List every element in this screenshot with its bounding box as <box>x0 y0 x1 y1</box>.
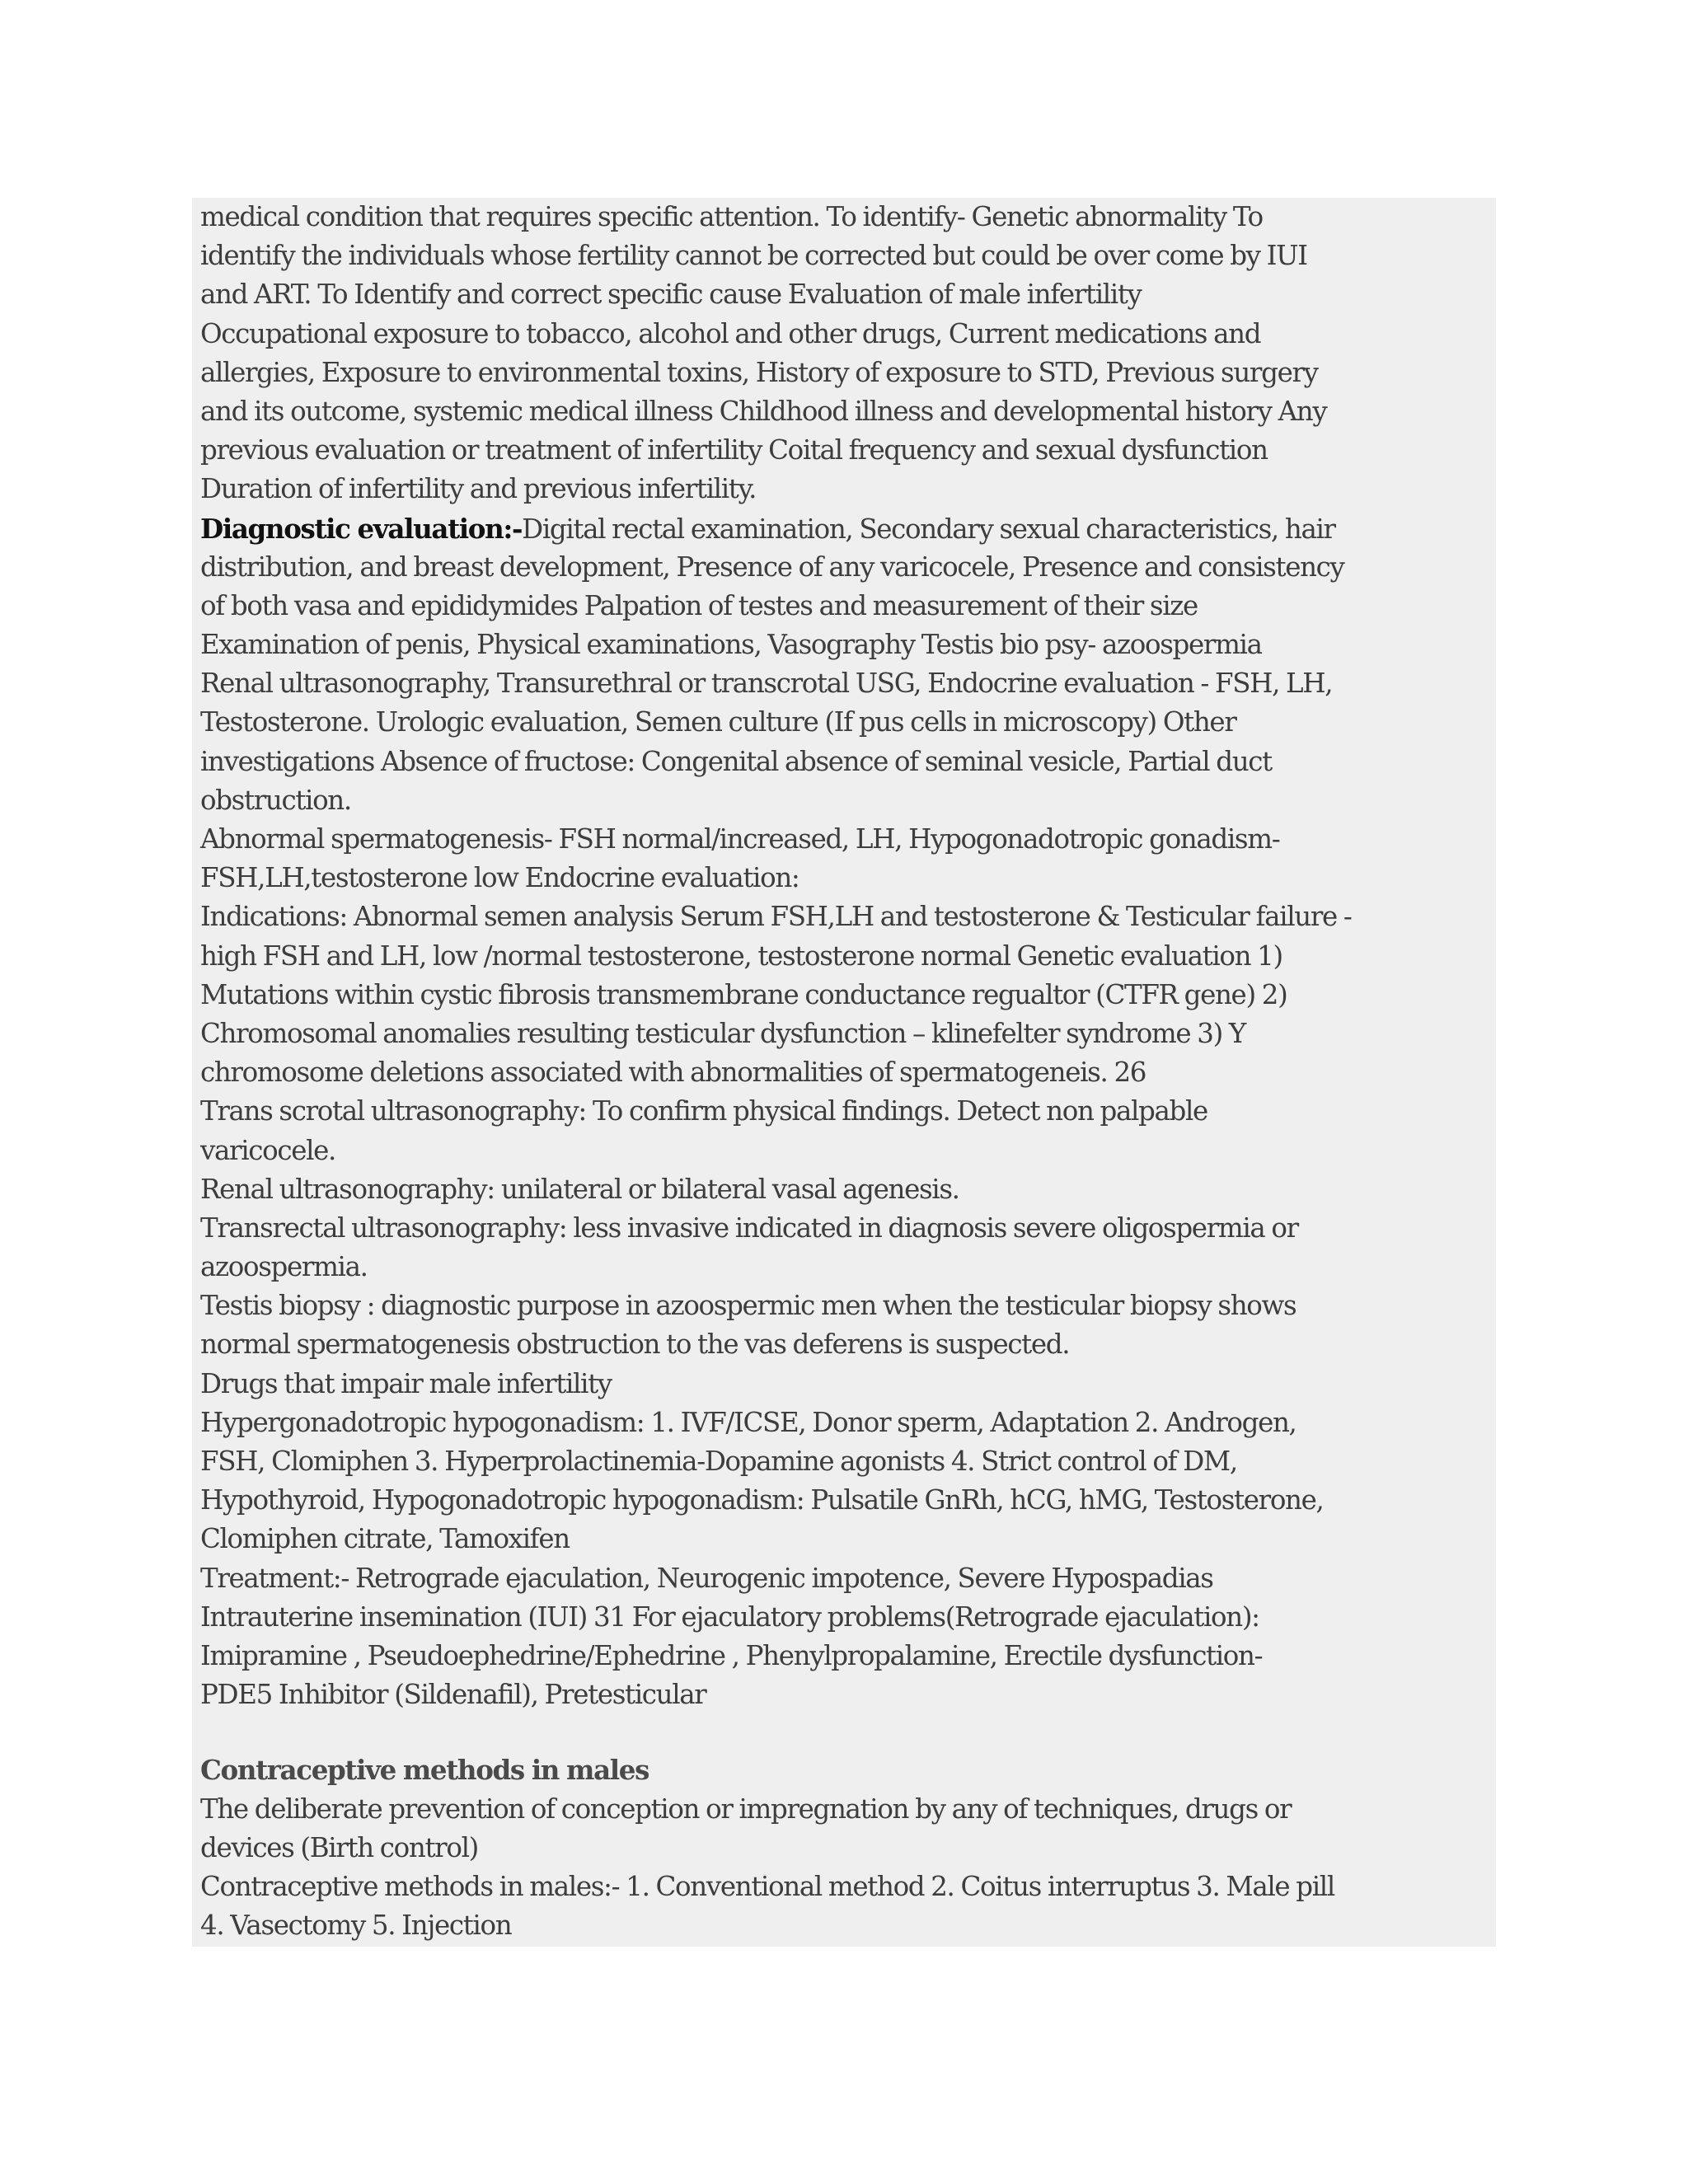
text-line: FSH,LH,testosterone low Endocrine evaluation: <box>200 862 799 894</box>
text-line: Renal ultrasonography, Transurethral or transcrotal USG, Endocrine evaluation - FSH, LH, <box>200 668 1333 700</box>
text-line: Transrectal ultrasonography: less invasive indicated in diagnosis severe oligospermia or <box>200 1212 1298 1244</box>
section-heading: Contraceptive methods in males <box>200 1754 649 1787</box>
text-line: normal spermatogenesis obstruction to the vas deferens is suspected. <box>200 1329 1070 1361</box>
text-line: investigations Absence of fructose: Congenital absence of seminal vesicle, Partial duct <box>200 745 1272 777</box>
text-line: previous evaluation or treatment of infertility Coital frequency and sexual dysfunction <box>200 434 1268 466</box>
text-line: distribution, and breast development, Presence of any varicocele, Presence and consistency <box>200 551 1344 583</box>
text-line: Abnormal spermatogenesis- FSH normal/increased, LH, Hypogonadotropic gonadism- <box>200 823 1280 855</box>
text-line: Hypothyroid, Hypogonadotropic hypogonadism: Pulsatile GnRh, hCG, hMG, Testosterone, <box>200 1484 1324 1516</box>
text-line: varicocele. <box>200 1134 335 1166</box>
section-contraceptive <box>200 1750 1496 1945</box>
text-line: and ART. To Identify and correct specific cause Evaluation of male infertility <box>200 279 1142 311</box>
text-line: Treatment:- Retrograde ejaculation, Neurogenic impotence, Severe Hypospadias <box>200 1562 1213 1594</box>
paragraph-evaluation <box>200 198 1496 509</box>
text-line: The deliberate prevention of conception or impregnation by any of techniques, drugs or <box>200 1793 1292 1825</box>
text-line: of both vasa and epididymides Palpation of testes and measurement of their size <box>200 589 1198 621</box>
text-line: Occupational exposure to tobacco, alcohol and other drugs, Current medications and <box>200 317 1261 349</box>
text-line: devices (Birth control) <box>200 1831 478 1863</box>
text-line: and its outcome, systemic medical illness Childhood illness and developmental history Any <box>200 395 1327 427</box>
text-line: Trans scrotal ultrasonography: To confirm physical findings. Detect non palpable <box>200 1095 1207 1127</box>
diagnostic-label: Diagnostic evaluation:- <box>200 512 523 545</box>
diagnostic-first-line: Digital rectal examination, Secondary sexual characteristics, hair <box>522 513 1335 545</box>
blank-line <box>200 1714 1496 1750</box>
text-line: PDE5 Inhibitor (Sildenafil), Pretesticular <box>200 1679 706 1711</box>
text-line: medical condition that requires specific attention. To identify- Genetic abnormality To <box>200 201 1263 232</box>
text-line: Drugs that impair male infertility <box>200 1367 612 1399</box>
text-line: Imipramine , Pseudoephedrine/Ephedrine , Phenylpropalamine, Erectile dysfunction- <box>200 1639 1263 1671</box>
text-line: Examination of penis, Physical examinations, Vasography Testis bio psy- azoospermia <box>200 629 1262 661</box>
text-line: Intrauterine insemination (IUI) 31 For ejaculatory problems(Retrograde ejaculation): <box>200 1601 1259 1633</box>
text-line: Clomiphen citrate, Tamoxifen <box>200 1523 570 1555</box>
text-line: Mutations within cystic fibrosis transmembrane conductance regualtor (CTFR gene) 2) <box>200 978 1287 1010</box>
text-line: identify the individuals whose fertility cannot be corrected but could be over come by IUI <box>200 240 1307 272</box>
text-line: Testis biopsy : diagnostic purpose in azoospermic men when the testicular biopsy shows <box>200 1290 1296 1322</box>
paragraph-diagnostic <box>200 509 1496 1715</box>
text-line: Contraceptive methods in males:- 1. Conventional method 2. Coitus interruptus 3. Male pill <box>200 1870 1334 1902</box>
text-line: obstruction. <box>200 784 351 816</box>
text-line: 4. Vasectomy 5. Injection <box>200 1910 512 1942</box>
text-line: high FSH and LH, low /normal testosterone, testosterone normal Genetic evaluation 1) <box>200 940 1282 972</box>
text-line: Chromosomal anomalies resulting testicular dysfunction – klinefelter syndrome 3) Y <box>200 1017 1246 1049</box>
text-line: Duration of infertility and previous infertility. <box>200 473 757 505</box>
document-text <box>200 198 1496 1945</box>
text-line <box>200 509 1496 548</box>
text-line: chromosome deletions associated with abnormalities of spermatogeneis. 26 <box>200 1057 1146 1089</box>
text-line: Testosterone. Urologic evaluation, Semen culture (If pus cells in microscopy) Other <box>200 706 1236 738</box>
text-line: Renal ultrasonography: unilateral or bilateral vasal agenesis. <box>200 1173 959 1205</box>
text-line: allergies, Exposure to environmental toxins, History of exposure to STD, Previous surgery <box>200 356 1318 388</box>
text-line: Hypergonadotropic hypogonadism: 1. IVF/ICSE, Donor sperm, Adaptation 2. Androgen, <box>200 1406 1296 1438</box>
text-line: FSH, Clomiphen 3. Hyperprolactinemia-Dopamine agonists 4. Strict control of DM, <box>200 1446 1237 1477</box>
text-line: Indications: Abnormal semen analysis Serum FSH,LH and testosterone & Testicular failure - <box>200 901 1352 933</box>
text-line: azoospermia. <box>200 1251 368 1283</box>
content-box <box>192 198 1496 1947</box>
